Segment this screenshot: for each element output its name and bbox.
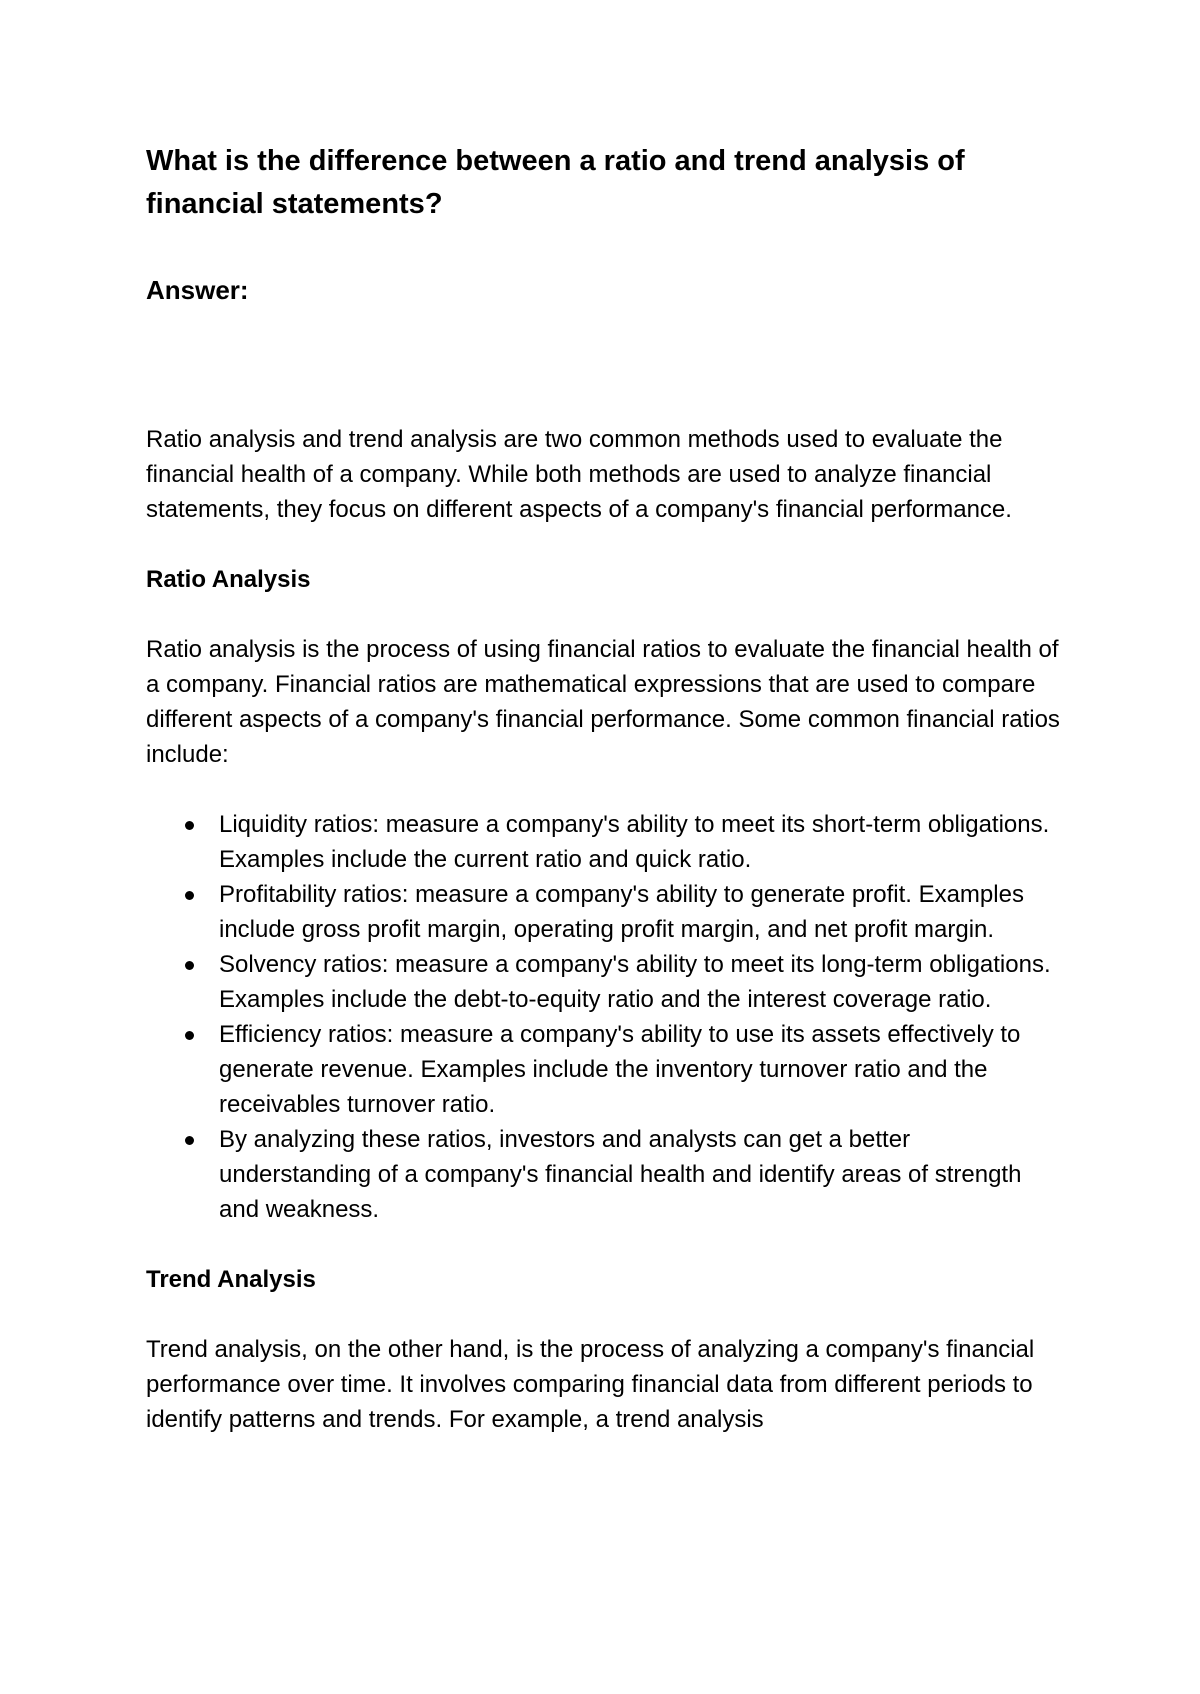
document-page (146, 140, 1066, 1437)
ratio-analysis-heading: Ratio Analysis (146, 566, 311, 593)
ratio-bullet-list (146, 807, 1066, 1227)
bullet-icon (185, 1136, 194, 1145)
list-item (146, 947, 1066, 1017)
list-item (146, 1017, 1066, 1122)
document-title: What is the difference between a ratio and trend analysis of financial statements? (146, 145, 965, 220)
list-item (146, 1122, 1066, 1227)
list-item (146, 807, 1066, 877)
trend-analysis-paragraph: Trend analysis, on the other hand, is the process of analyzing a company's financial performance over time. It involves comparing financial data from different periods to identify patterns and trends. For example, a trend analysis (146, 1336, 1035, 1433)
list-item (146, 877, 1066, 947)
list-item-text: Profitability ratios: measure a company's ability to generate profit. Examples include gross profit margin, operating profit margin, and net profit margin. (219, 881, 1024, 943)
list-item-text: Liquidity ratios: measure a company's ability to meet its short-term obligations. Examples include the current ratio and quick ratio. (219, 811, 1050, 873)
bullet-icon (185, 1031, 194, 1040)
list-item-text: By analyzing these ratios, investors and analysts can get a better understanding of a company's financial health and identify areas of strength and weakness. (219, 1126, 1022, 1223)
ratio-analysis-paragraph: Ratio analysis is the process of using financial ratios to evaluate the financial health of a company. Financial ratios are mathematical expressions that are used to compare different aspects of a company's financial performance. Some common financial ratios include: (146, 636, 1060, 768)
list-item-text: Solvency ratios: measure a company's ability to meet its long-term obligations. Examples include the debt-to-equity ratio and the interest coverage ratio. (219, 951, 1051, 1013)
bullet-icon (185, 821, 194, 830)
answer-label: Answer: (146, 275, 249, 305)
bullet-icon (185, 891, 194, 900)
trend-analysis-heading: Trend Analysis (146, 1266, 316, 1293)
intro-paragraph: Ratio analysis and trend analysis are two common methods used to evaluate the financial health of a company. While both methods are used to analyze financial statements, they focus on different aspects of a company's financial performance. (146, 426, 1012, 523)
list-item-text: Efficiency ratios: measure a company's ability to use its assets effectively to generate revenue. Examples include the inventory turnover ratio and the receivables turnover ratio. (219, 1021, 1021, 1118)
bullet-icon (185, 961, 194, 970)
